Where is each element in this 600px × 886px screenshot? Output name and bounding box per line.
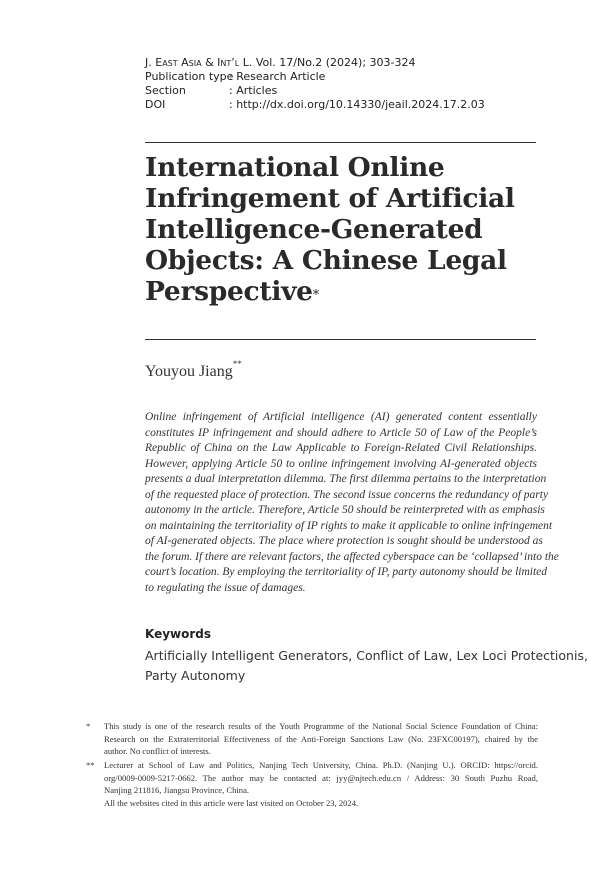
title-bottom-rule xyxy=(145,339,536,340)
footnote-body xyxy=(104,720,538,758)
section-row xyxy=(145,84,485,98)
publication-type-label: Publication type xyxy=(145,70,234,83)
doi-label: DOI xyxy=(145,98,166,111)
section-value: : Articles xyxy=(229,84,278,97)
title-line: International Online xyxy=(145,152,445,183)
abstract-line: presents a dual interpretation dilemma. The first dilemma pertains to the interpretation xyxy=(145,473,547,485)
title-line: Objects: A Chinese Legal xyxy=(145,245,507,276)
title-top-rule xyxy=(145,142,536,143)
abstract-line: However, applying Article 50 to online infringement involving AI-generated objects xyxy=(145,457,537,470)
keywords-line: Artificially Intelligent Generators, Conflict of Law, Lex Loci Protectionis, xyxy=(145,648,588,663)
title-line: Intelligence-Generated xyxy=(145,214,483,245)
abstract-line: constitutes IP infringement and should adhere to Article 50 of Law of the People’s xyxy=(145,426,537,439)
footnote-line: Nanjing 211816, Jiangsu Province, China. xyxy=(104,785,250,795)
journal-volume: Vol. 17/No.2 (2024); 303-324 xyxy=(255,56,416,69)
footnote-body xyxy=(104,759,538,809)
journal-name: East Asia & Int’l xyxy=(155,56,240,69)
abstract-line: Republic of China on the Law Applicable to Foreign-Related Civil Relationships. xyxy=(145,442,537,454)
section-label: Section xyxy=(145,84,186,97)
keywords-line: Party Autonomy xyxy=(145,667,246,683)
title-last-word: Perspective xyxy=(145,276,313,307)
footnote-2 xyxy=(86,759,538,809)
title-footnote-mark[interactable]: * xyxy=(312,288,319,303)
abstract-line: on maintaining the territoriality of IP rights to make it applicable to online infringement xyxy=(145,519,553,532)
footnote-line: org/0009-0009-5217-0662. The author may be contacted at: jyy@njtech.edu.cn / Address: 30 South Puzhu Road, xyxy=(104,772,538,783)
title-line xyxy=(145,276,540,307)
abstract-line: autonomy in the article. Therefore, Article 50 should be reinterpreted with as emphasis xyxy=(145,504,545,516)
author-line xyxy=(145,359,242,381)
doi-link[interactable]: : http://dx.doi.org/10.14330/jeail.2024.17.2.03 xyxy=(229,98,485,111)
article-metadata xyxy=(145,56,485,112)
abstract-line: of AI-generated objects. The place where protection is sought should be understood as xyxy=(145,535,543,547)
abstract-line: Online infringement of Artificial intelligence (AI) generated content essentially xyxy=(145,411,537,423)
footnote-1 xyxy=(86,720,538,758)
journal-citation-line xyxy=(145,56,485,70)
footnote-line: Research on the Extraterritorial Effectiveness of the Anti-Foreign Sanctions Law (No. 23FXC00197), chaired by the xyxy=(104,733,538,744)
title-line: Infringement of Artificial xyxy=(145,183,515,214)
footnote-mark: * xyxy=(86,721,91,731)
footnote-line: author. No conflict of interests. xyxy=(104,746,211,756)
article-title xyxy=(145,152,540,307)
journal-name-prefix: J. xyxy=(145,56,156,69)
journal-name-suffix: L. xyxy=(239,56,253,69)
abstract-line: court’s location. By employing the territoriality of IP, party autonomy should be limited xyxy=(145,566,548,578)
abstract-line: of the requested place of protection. The second issue concerns the redundancy of party xyxy=(145,488,549,501)
footnote-mark: ** xyxy=(86,760,95,770)
keywords-list xyxy=(145,646,588,685)
abstract-line: to regulating the issue of damages. xyxy=(145,581,306,594)
abstract-line: the forum. If there are relevant factors, the affected cyberspace can be ‘collapsed’ into the xyxy=(145,550,559,563)
doi-row xyxy=(145,98,485,112)
footnote-line: All the websites cited in this article were last visited on October 23, 2024. xyxy=(104,797,359,808)
abstract xyxy=(145,410,559,596)
keywords-heading: Keywords xyxy=(145,627,212,641)
publication-type-row xyxy=(145,70,485,84)
publication-type-value: : Research Article xyxy=(229,70,326,83)
author-name: Youyou Jiang xyxy=(145,363,233,380)
author-footnote-mark[interactable]: ** xyxy=(232,359,242,369)
footnote-line: This study is one of the research results of the Youth Programme of the National Social Science Foundation of China: xyxy=(104,721,538,731)
footnote-line: Lecturer at School of Law and Politics, Nanjing Tech University, China. Ph.D. (Nanjing U.). ORCID: https://orcid. xyxy=(104,760,538,770)
